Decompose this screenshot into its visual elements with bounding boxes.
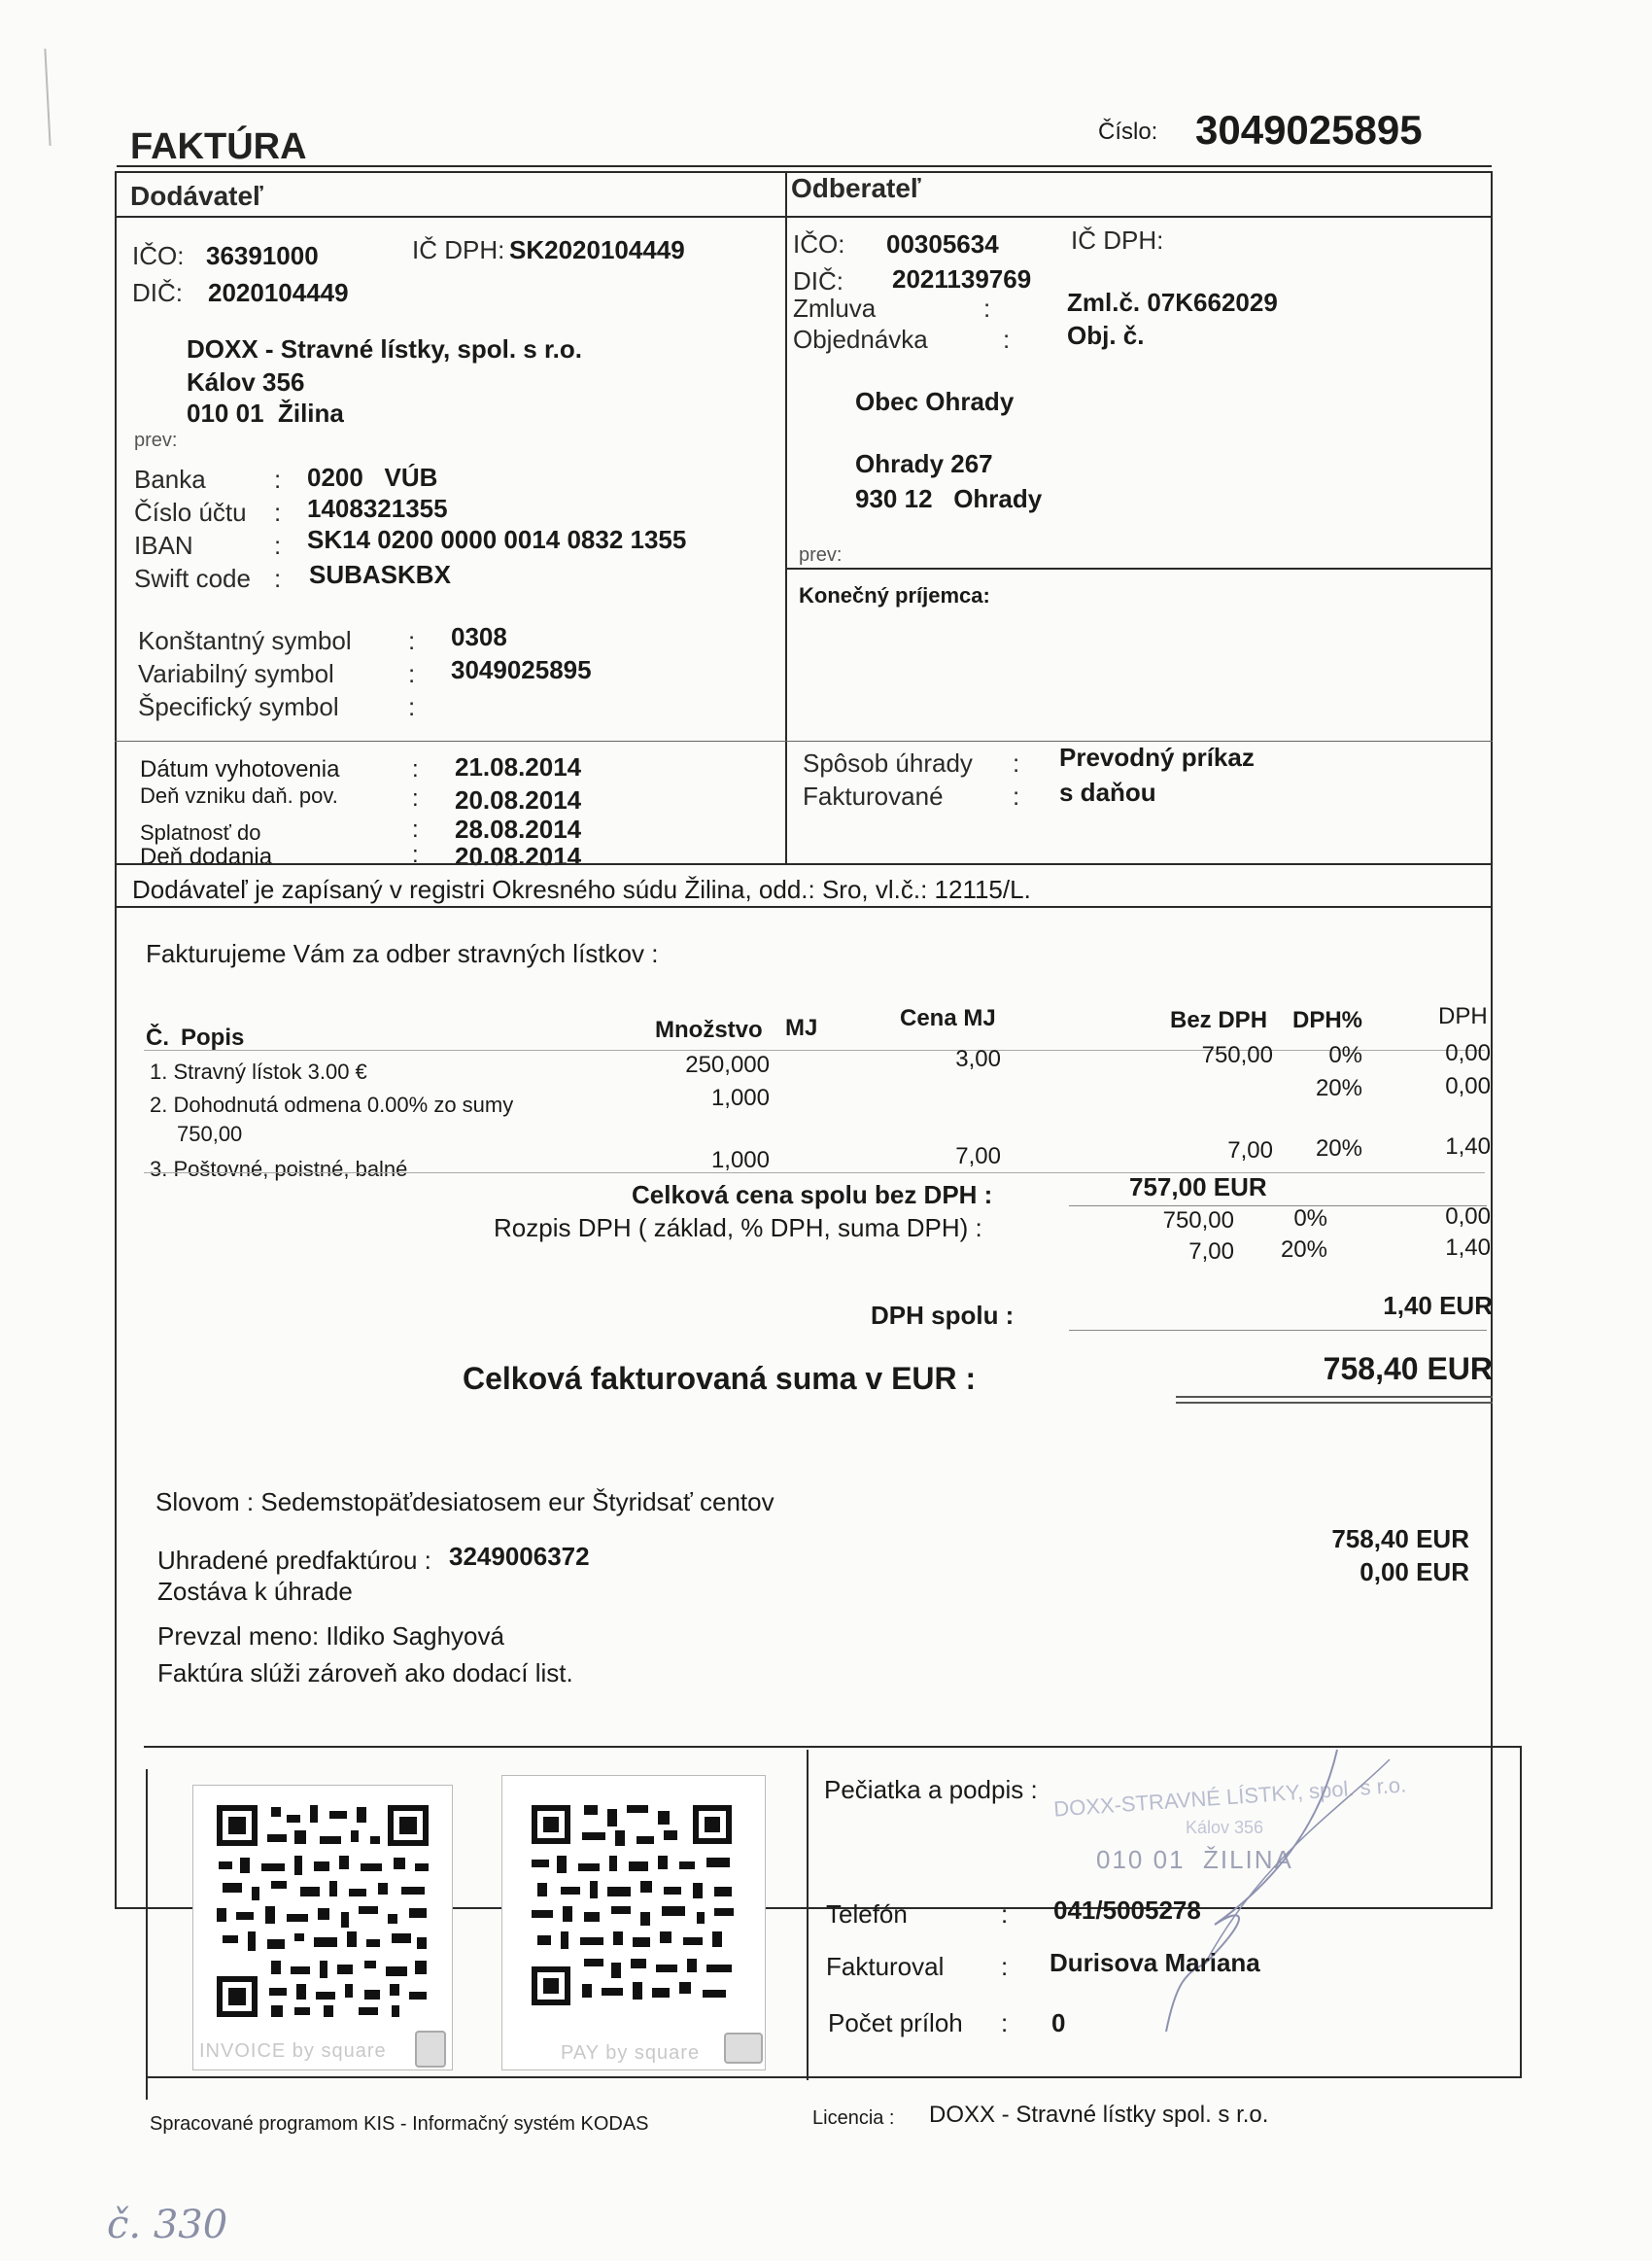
attachments-colon: : (1001, 2008, 1009, 2037)
prepaid-amount: 758,40 EUR (1331, 1524, 1469, 1553)
ss-colon: : (408, 692, 416, 721)
table-row-desc: 3. Poštovné, poistné, balné (150, 1157, 408, 1181)
signature-mark (1147, 1740, 1399, 2032)
supplier-street: Kálov 356 (187, 367, 305, 397)
amount-in-words: Slovom : Sedemstopäťdesiatosem eur Štyridsať centov (155, 1487, 774, 1516)
invoice-number: 3049025895 (1195, 107, 1423, 153)
supplier-name: DOXX - Stravné lístky, spol. s r.o. (187, 334, 582, 364)
customer-prev-label: prev: (799, 544, 843, 566)
customer-dic: 2021139769 (892, 264, 1032, 294)
vat-total-value: 1,40 EUR (1383, 1291, 1493, 1320)
recipient-rule (785, 568, 1493, 570)
table-row-price: 7,00 (955, 1143, 1001, 1169)
prepaid-label: Uhradené predfaktúrou : (157, 1546, 431, 1575)
contract-colon: : (983, 294, 991, 323)
remaining-label: Zostáva k úhrade (157, 1577, 353, 1606)
iban-label: IBAN (134, 531, 193, 560)
swift-value: SUBASKBX (309, 560, 451, 589)
invoiced-value: s daňou (1059, 778, 1156, 807)
bottom-rule (148, 2076, 1522, 2078)
grand-total-label: Celková fakturovaná suma v EUR : (463, 1361, 977, 1396)
vat-breakdown-base: 750,00 (1162, 1207, 1234, 1234)
tax-date: 20.08.2014 (455, 785, 582, 815)
table-row-net: 750,00 (1201, 1042, 1273, 1068)
payment-method-label: Spôsob úhrady (803, 748, 973, 778)
card-icon (724, 2033, 763, 2064)
table-row-qty: 1,000 (710, 1147, 770, 1173)
supplier-ico: 36391000 (206, 241, 319, 270)
stamp-line-2: Kálov 356 (1186, 1818, 1264, 1837)
supplier-header: Dodávateľ (130, 181, 263, 211)
col-vatpct-header: DPH% (1292, 1007, 1363, 1033)
header-rule (115, 216, 1493, 218)
invoice-qr-code-icon (193, 1786, 452, 2070)
pay-qr-code-icon (502, 1776, 765, 2070)
table-bottom-rule (144, 1172, 1485, 1173)
invoice-number-label: Číslo: (1098, 119, 1158, 145)
ks-value: 0308 (451, 622, 507, 651)
customer-header: Odberateľ (791, 173, 921, 203)
invoiced-by-value: Durisova Mariana (1050, 1948, 1260, 1977)
due-date-label: Splatnosť do (140, 820, 261, 845)
col-price-header: Cena MJ (900, 1005, 996, 1031)
col-number-header: Č. (146, 1025, 169, 1051)
table-row-vatpct: 20% (1315, 1135, 1362, 1162)
register-note: Dodávateľ je zapísaný v registri Okresného súdu Žilina, odd.: Sro, vl.č.: 12115/L. (132, 875, 1031, 904)
net-total-label: Celková cena spolu bez DPH : (632, 1180, 993, 1209)
customer-ico-label: IČO: (793, 229, 845, 259)
swift-label: Swift code (134, 564, 251, 593)
supplier-ico-label: IČO: (132, 241, 185, 270)
remaining-amount: 0,00 EUR (1359, 1557, 1469, 1586)
issue-date-label: Dátum vyhotovenia (140, 756, 340, 783)
vs-colon: : (408, 659, 416, 688)
table-row-vatpct: 0% (1328, 1042, 1362, 1068)
col-qty-header: Množstvo (655, 1017, 763, 1043)
vat-breakdown-sum: 1,40 (1445, 1235, 1491, 1261)
final-recipient-label: Konečný príjemca: (799, 583, 990, 608)
net-total-value: 757,00 EUR (1129, 1172, 1267, 1201)
order-colon: : (1003, 325, 1011, 354)
customer-dic-label: DIČ: (793, 266, 843, 296)
bottom-left-border (146, 1769, 148, 2100)
col-desc-header: Popis (181, 1025, 245, 1051)
table-header-rule (144, 1050, 1485, 1051)
col-net-header: Bez DPH (1170, 1007, 1268, 1033)
pay-qr-card (501, 1775, 766, 2070)
bottom-right-border (1520, 1746, 1522, 2076)
phone-colon: : (1001, 1899, 1009, 1929)
issue-date: 21.08.2014 (455, 752, 582, 782)
table-row-price: 3,00 (955, 1046, 1001, 1072)
customer-ico: 00305634 (886, 229, 999, 259)
issue-date-colon: : (412, 756, 419, 783)
table-row-vat: 0,00 (1445, 1073, 1491, 1099)
table-row-vat: 1,40 (1445, 1133, 1491, 1160)
customer-name: Obec Ohrady (855, 387, 1015, 416)
supplier-dic-label: DIČ: (132, 278, 183, 307)
received-by: Prevzal meno: Ildiko Saghyová (157, 1621, 504, 1651)
register-bottom-rule (115, 906, 1493, 908)
order-value: Obj. č. (1067, 321, 1145, 350)
grand-total-value: 758,40 EUR (1323, 1351, 1493, 1386)
bottom-divider (807, 1750, 809, 2080)
col-unit-header: MJ (785, 1015, 818, 1041)
order-label: Objednávka (793, 325, 928, 354)
ks-colon: : (408, 626, 416, 655)
supplier-dic: 2020104449 (208, 278, 349, 307)
payment-method: Prevodný príkaz (1059, 743, 1255, 772)
account-colon: : (274, 498, 282, 527)
grand-total-rule-1 (1176, 1396, 1493, 1398)
invoice-by-square-caption: INVOICE by square (199, 2040, 387, 2062)
vat-breakdown-sum: 0,00 (1445, 1203, 1491, 1230)
table-row-desc: 2. Dohodnutá odmena 0.00% zo sumy (150, 1093, 514, 1117)
stamp-line-1: DOXX-STRAVNÉ LÍSTKY, spol. s r.o. (1052, 1772, 1407, 1822)
vat-breakdown-label: Rozpis DPH ( základ, % DPH, suma DPH) : (494, 1213, 982, 1242)
pay-by-square-caption: PAY by square (561, 2042, 701, 2064)
invoice-title: FAKTÚRA (130, 126, 307, 167)
tax-date-colon: : (412, 785, 419, 812)
software-credit: Spracované programom KIS - Informačný systém KODAS (150, 2113, 649, 2135)
delivery-date: 20.08.2014 (455, 842, 582, 871)
phone-value: 041/5005278 (1053, 1896, 1201, 1925)
intro-text: Fakturujeme Vám za odber stravných lístkov : (146, 939, 659, 968)
delivery-date-label: Deň dodania (140, 844, 273, 870)
column-divider (785, 171, 787, 863)
invoice-qr-card (192, 1785, 453, 2070)
document-icon (415, 2031, 446, 2068)
vat-breakdown-base: 7,00 (1188, 1238, 1234, 1265)
title-rule (117, 165, 1492, 167)
vat-breakdown-pct: 0% (1293, 1205, 1327, 1232)
bank-colon: : (274, 465, 282, 494)
table-row-vat: 0,00 (1445, 1040, 1491, 1066)
delivery-note: Faktúra slúži zároveň ako dodací list. (157, 1658, 573, 1687)
supplier-icdph: SK2020104449 (509, 235, 685, 264)
table-row-net: 7,00 (1227, 1137, 1273, 1164)
vat-total-label: DPH spolu : (871, 1301, 1015, 1330)
invoiced-by-label: Fakturoval (826, 1952, 945, 1981)
ks-label: Konštantný symbol (138, 626, 352, 655)
stamp-line-3: 010 01 ŽILINA (1096, 1845, 1293, 1874)
payment-method-colon: : (1013, 748, 1020, 778)
invoiced-label: Fakturované (803, 782, 944, 811)
ss-label: Špecifický symbol (138, 692, 339, 721)
license-value: DOXX - Stravné lístky spol. s r.o. (929, 2102, 1269, 2128)
register-top-rule (115, 863, 1493, 865)
account-label: Číslo účtu (134, 498, 247, 527)
supplier-city: 010 01 Žilina (187, 399, 344, 428)
invoiced-by-colon: : (1001, 1952, 1009, 1981)
supplier-icdph-label: IČ DPH: (412, 235, 505, 264)
tax-date-label: Deň vzniku daň. pov. (140, 783, 338, 808)
scan-mark (44, 49, 51, 146)
customer-icdph-label: IČ DPH: (1071, 226, 1164, 255)
table-row-desc: 1. Stravný lístok 3.00 € (150, 1060, 367, 1084)
prepaid-invoice-number: 3249006372 (449, 1542, 590, 1571)
attachments-label: Počet príloh (828, 2008, 963, 2037)
customer-city: 930 12 Ohrady (855, 484, 1043, 513)
account-value: 1408321355 (307, 494, 448, 523)
vs-label: Variabilný symbol (138, 659, 334, 688)
grand-total-rule-2 (1176, 1402, 1493, 1404)
license-label: Licencia : (812, 2107, 895, 2129)
table-row-qty: 250,000 (685, 1052, 770, 1078)
contract-label: Zmluva (793, 294, 877, 323)
due-date: 28.08.2014 (455, 815, 582, 844)
customer-street: Ohrady 267 (855, 449, 993, 478)
stamp-signature-label: Pečiatka a podpis : (824, 1775, 1038, 1804)
delivery-date-colon: : (412, 842, 419, 868)
dates-rule (115, 741, 1493, 742)
handwritten-note: č. 330 (107, 2203, 228, 2247)
vat-total-rule (1069, 1330, 1487, 1331)
col-vat-header: DPH (1438, 1003, 1488, 1029)
invoiced-colon: : (1013, 782, 1020, 811)
table-row-vatpct: 20% (1315, 1075, 1362, 1101)
attachments-value: 0 (1051, 2008, 1066, 2037)
due-date-colon: : (412, 817, 419, 843)
bank-value: 0200 VÚB (307, 463, 438, 492)
bank-label: Banka (134, 465, 206, 494)
table-row-qty: 1,000 (710, 1085, 770, 1111)
phone-label: Telefón (826, 1899, 908, 1929)
vs-value: 3049025895 (451, 655, 592, 684)
iban-value: SK14 0200 0000 0014 0832 1355 (307, 525, 687, 554)
vat-breakdown-pct: 20% (1280, 1236, 1327, 1263)
supplier-prev-label: prev: (134, 430, 178, 451)
contract-value: Zml.č. 07K662029 (1067, 288, 1278, 317)
table-row-desc-cont: 750,00 (177, 1122, 243, 1146)
swift-colon: : (274, 564, 282, 593)
iban-colon: : (274, 531, 282, 560)
